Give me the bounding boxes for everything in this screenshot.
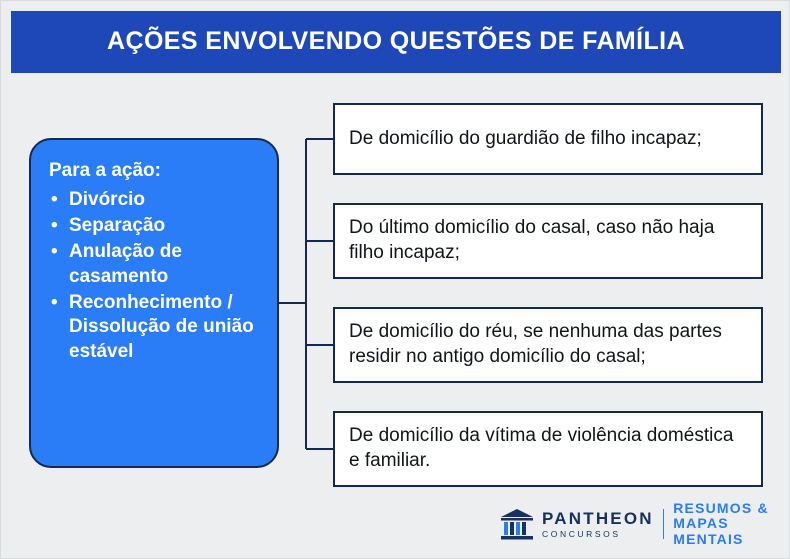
tagline-line-2: MAPAS MENTAIS — [673, 515, 744, 547]
tagline-block — [673, 501, 771, 548]
source-item: • Reconhecimento / Dissolução de união estável — [49, 291, 261, 364]
source-heading: Para a ação: — [49, 160, 161, 181]
logo-divider — [663, 509, 665, 539]
diagram-canvas — [11, 81, 781, 549]
source-node — [29, 138, 279, 468]
brand-subtitle: CONCURSOS — [542, 528, 621, 539]
brand-name: PANTHEON — [542, 508, 654, 528]
tagline-line-1: RESUMOS & — [673, 499, 769, 516]
target-box — [333, 103, 763, 175]
target-box-text: De domicílio do guardião de filho incapaz; — [349, 127, 702, 149]
target-box-text: De domicílio do réu, se nenhuma das partes residir no antigo domicílio do casal; — [349, 321, 722, 367]
bank-columns-icon — [499, 507, 535, 541]
header-banner — [11, 11, 781, 73]
target-box — [333, 203, 763, 279]
target-box-text: Do último domicílio do casal, caso não haja filho incapaz; — [349, 217, 715, 263]
page-title: AÇÕES ENVOLVENDO QUESTÕES DE FAMÍLIA — [107, 27, 685, 56]
target-box — [333, 411, 763, 487]
logo-wordmark — [542, 501, 771, 548]
source-item-list — [49, 188, 261, 364]
target-box — [333, 307, 763, 383]
source-item: • Anulação de casamento — [49, 240, 261, 289]
target-box-text: De domicílio da vítima de violência doméstica e familiar. — [349, 425, 734, 471]
footer-logo — [499, 501, 771, 547]
brand-block — [542, 510, 654, 539]
source-item: • Divórcio — [49, 188, 261, 212]
source-item: • Separação — [49, 214, 261, 238]
